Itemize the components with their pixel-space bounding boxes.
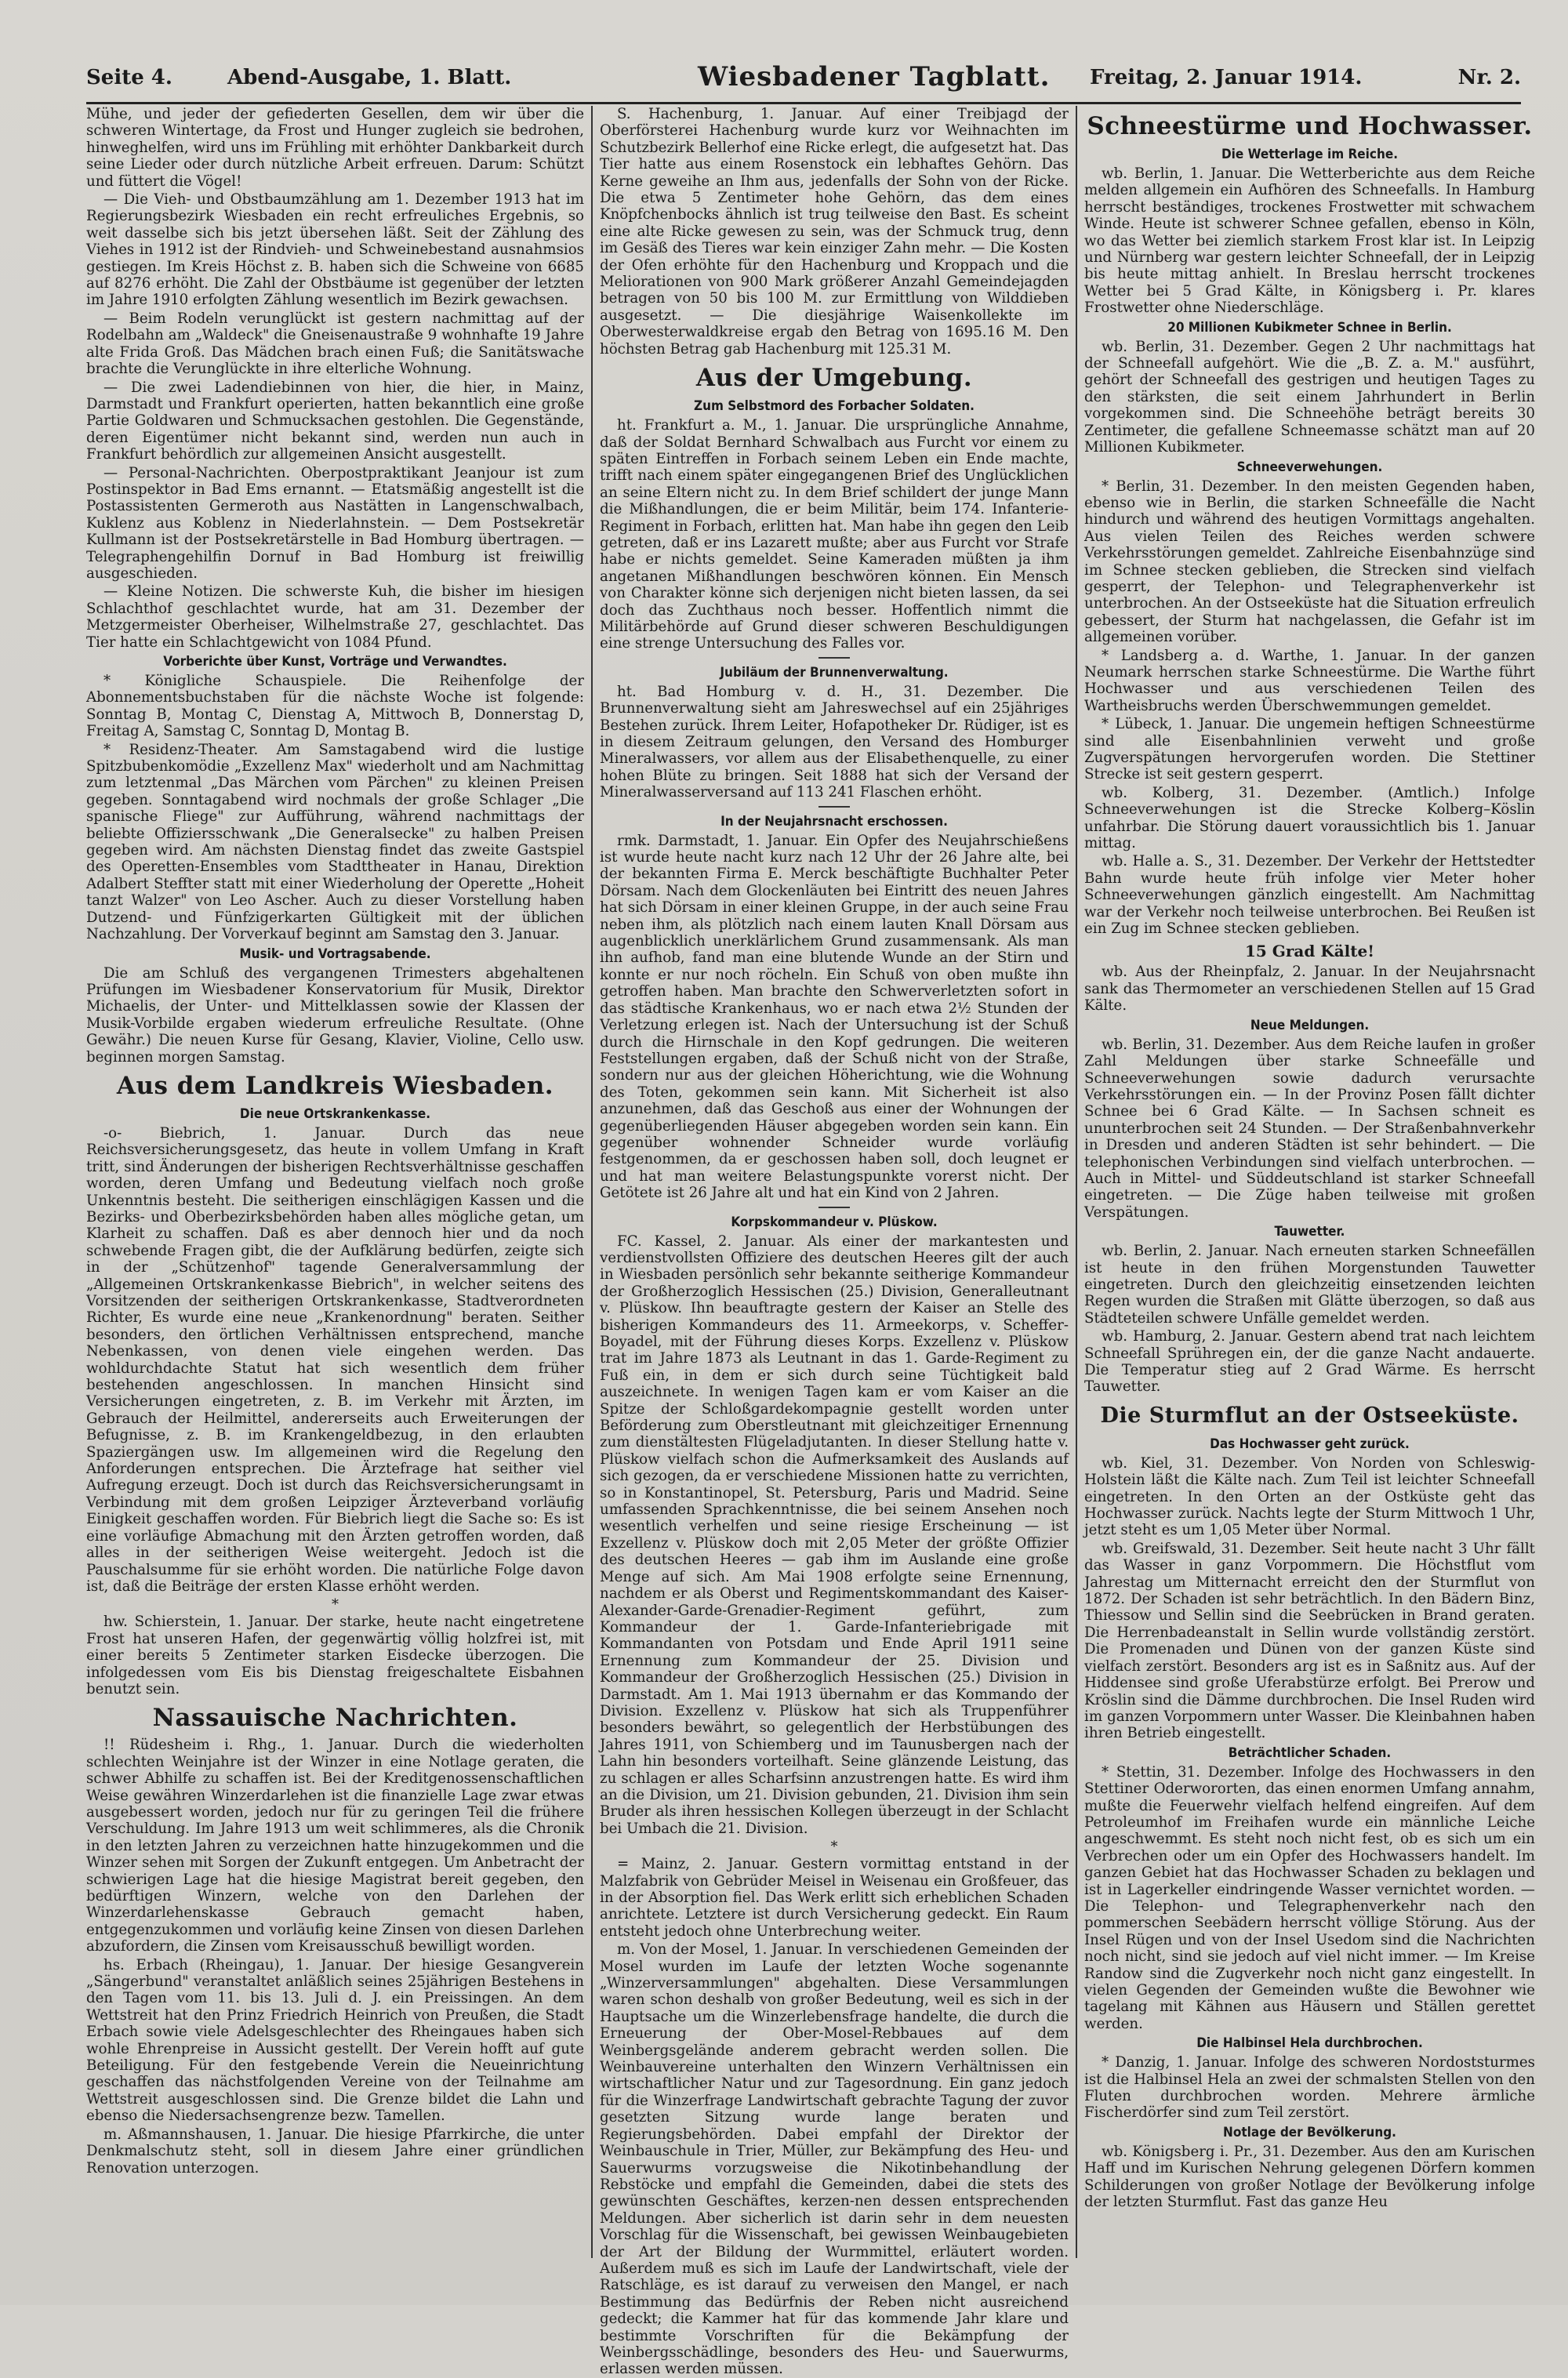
article-paragraph: wb. Halle a. S., 31. Dezember. Der Verkehr der Hettstedter Bahn wurde heute früh infolge vier Meter hoher Schneeverwehungen gänzlich eingestellt. Am Nachmittag war der Verkehr noch teilweise unterbrochen. Bei Reußen ist ein Zug im Schnee stecken geblieben. xyxy=(1084,853,1535,938)
article-paragraph: hs. Erbach (Rheingau), 1. Januar. Der hiesige Gesangverein „Sängerbund" veranstaltet anläßlich seines 25jährigen Bestehens in den Tagen vom 11. bis 13. Juli d. J. ein Preissingen. An dem Wettstreit hat den Prinz Friedrich Heinrich von Preußen, die Stadt Erbach sowie viele Adelsgeschlechter des Rheingaues haben sich wohle Ehrenpreise in Aussicht gestellt. Der Verein hofft auf gute Beteiligung. Für den festgebende Verein die Neueinrichtung geschaffen das nächstfolgenden Vereine von der Teilnahme am Wettstreit ausgeschlossen sind. Die Grenze bildet die Lahn und ebenso die Niedersachsengrenze bezw. Tamellen. xyxy=(86,1956,584,2125)
article-heading: Die Wetterlage im Reiche. xyxy=(1221,147,1399,162)
article-paragraph: * Landsberg a. d. Warthe, 1. Januar. In der ganzen Neumark herrschen starke Schneestürme. Die Warthe führt Hochwasser und aus verschiedenen Teilen des Wartheisbruchs werden Überschwemmungen gemeldet. xyxy=(1084,647,1535,714)
article-heading: Tauwetter. xyxy=(1274,1224,1345,1240)
article-heading: Notlage der Bevölkerung. xyxy=(1223,2124,1396,2140)
article-paragraph: = Mainz, 2. Januar. Gestern vormittag entstand in der Malzfabrik von Gebrüder Meisel in Weisenau ein Großfeuer, das in der Absorption fiel. Das Werk erlitt sich erheblichen Schaden anrichtete. Letztere ist durch Versicherung gedeckt. Ein Raum entsteht jedoch ohne Unterbrechung weiter. xyxy=(600,1856,1069,1940)
article-paragraph: — Die zwei Ladendiebinnen von hier, die hier, in Mainz, Darmstadt und Frankfurt operierten, hatten bekanntlich eine große Partie Goldwaren und Schmucksachen gestohlen. Die Gegenstände, deren Eigentümer nicht bekannt sind, werden nun auch in Frankfurt behördlich zur allgemeinen Ansicht ausgestellt. xyxy=(86,379,584,463)
article-paragraph: — Beim Rodeln verunglückt ist gestern nachmittag auf der Rodelbahn am „Waldeck" die Gneisenaustraße 9 wohnhafte 19 Jahre alte Frida Groß. Das Mädchen brach einen Fuß; die Sanitätswache brachte die Verunglückte in ihre elterliche Wohnung. xyxy=(86,310,584,378)
article-paragraph: hw. Schierstein, 1. Januar. Der starke, heute nacht eingetretene Frost hat unseren Hafen, der gegenwärtig völlig holzfrei ist, mit einer bereits 5 Zentimeter starken Eisdecke überzogen. Die infolgedessen vom Eis bis Dienstag freigeschaltete Eisbahnen benutzt sein. xyxy=(86,1614,584,1697)
article-paragraph: !! Rüdesheim i. Rhg., 1. Januar. Durch die wiederholten schlechten Weinjahre ist der Winzer in eine Notlage geraten, die schwer Abhilfe zu schaffen ist. Bei der Kreditgenossenschaftlichen Weise gewähren Winzerdarlehen ist die finanzielle Lage zwar etwas ausgebessert worden, jedoch nur für zu geringen Teil die frühere Verschuldung. Im Jahre 1913 um weit schlimmeres, als die Chronik in den letzten Jahren zu verzeichnen hatte hinzugekommen und die Winzer sehen mit Sorgen der Zukunft entgegen. Um Anbetracht der schwierigen Lage hat die hiesige Magistrat bereit gegeben, den bedürftigen Winzern, welche von den Darlehen der Winzerdarlehenskasse Gebrauch gemacht haben, entgegenzukommen und vorläufig keine Zinsen von diesen Darlehen abzufordern, die Zinsen vom Kreisausschuß bewilligt worden. xyxy=(86,1737,584,1955)
column-divider xyxy=(1076,106,1077,2258)
article-paragraph: — Die Vieh- und Obstbaumzählung am 1. Dezember 1913 hat im Regierungsbezirk Wiesbaden ein recht erfreuliches Ergebnis, so weit dasselbe sich bis jetzt übersehen läßt. Seit der Zählung des Viehes in 1912 ist der Rindvieh- und Schweinebestand ausnahmsios gestiegen. Im Kreis Höchst z. B. haben sich die Schweine von 6685 auf 8276 erhöht. Die Zahl der Obstbäume ist gegenüber der letzten im Jahre 1910 erfolgten Zählung wesentlich im Bezirk gewachsen. xyxy=(86,191,584,309)
issue-number: Nr. 2. xyxy=(1457,66,1521,89)
short-divider xyxy=(818,1207,850,1208)
article-heading: Schneeverwehungen. xyxy=(1236,459,1383,475)
article-heading: Korpskommandeur v. Plüskow. xyxy=(731,1214,938,1230)
article-paragraph: * Königliche Schauspiele. Die Reihenfolge der Abonnementsbuchstaben für die nächste Woche ist folgende: Sonntag B, Montag C, Dienstag A, Mittwoch B, Donnerstag D, Freitag A, Samstag C, Sonntag D, Montag B. xyxy=(86,673,584,740)
section-heading: Aus der Umgebung. xyxy=(695,364,973,393)
article-heading: In der Neujahrsnacht erschossen. xyxy=(720,813,948,830)
article-heading: Jubiläum der Brunnenverwaltung. xyxy=(720,664,949,681)
article-heading: Beträchtlicher Schaden. xyxy=(1228,1744,1392,1761)
article-heading: Das Hochwasser geht zurück. xyxy=(1210,1436,1410,1452)
article-paragraph: ht. Frankfurt a. M., 1. Januar. Die ursprüngliche Annahme, daß der Soldat Bernhard Schwalbach aus Furcht vor einem zu späten Eintreffen in Forbach seinem Leben ein Ende machte, trifft nach einem später eingegangenen Brief des Unglücklichen an seine Eltern nicht zu. In dem Brief schildert der junge Mann die Mißhandlungen, die er beim Militär, beim 174. Infanterie-Regiment in Forbach, erlitten hat. Man habe ihn gegen den Leib getreten, daß er ins Lazarett mußte; aber aus Furcht vor Strafe habe er nichts gemeldet. Seine Kameraden müßten ja ihm angetanen Mißhandlungen beschwören können. Ein Mensch von Charakter könne sich derjenigen nicht bieten lassen, da sei doch das Zuchthaus noch besser. Hoffentlich nimmt die Militärbehörde auf Grund dieser schweren Beschuldigungen eine strenge Untersuchung des Falles vor. xyxy=(600,417,1069,652)
article-heading: 20 Millionen Kubikmeter Schnee in Berlin. xyxy=(1167,319,1452,336)
column-divider xyxy=(591,106,593,2258)
page-header xyxy=(86,55,1521,104)
article-paragraph: wb. Berlin, 31. Dezember. Gegen 2 Uhr nachmittags hat der Schneefall aufgehört. Wie die „B. Z. a. M." ausführt, gehört der Schneefall des gestrigen und heutigen Tages zu den stärksten, die seit einem Jahrhundert in Berlin vorgekommen sind. Die Schneehöhe beträgt bereits 30 Zentimeter, die gefallene Schneemasse schätzt man auf 20 Millionen Kubikmeter. xyxy=(1084,338,1535,456)
article-paragraph: wb. Hamburg, 2. Januar. Gestern abend trat nach leichtem Schneefall Sprühregen ein, der die ganze Nacht andauerte. Die Temperatur stieg auf 2 Grad Wärme. Es herrscht Tauwetter. xyxy=(1084,1328,1535,1396)
section-heading: Die Sturmflut an der Ostseeküste. xyxy=(1100,1403,1519,1428)
article-heading: 15 Grad Kälte! xyxy=(1245,942,1374,961)
article-paragraph: Mühe, und jeder der gefiederten Gesellen, dem wir über die schweren Wintertage, da Frost und Hunger zugleich sie bedrohen, hinweghelfen, wird uns im Frühling mit erhöhter Dankbarkeit durch seine Lieder oder durch nützliche Arbeit erfreuen. Darum: Schützt und füttert die Vögel! xyxy=(86,106,584,190)
separator-star: * xyxy=(332,1596,339,1614)
article-paragraph: FC. Kassel, 2. Januar. Als einer der markantesten und verdienstvollsten Offiziere des deutschen Heeres gilt der auch in Wiesbaden persönlich sehr bekannte seitherige Kommandeur der Großherzoglich Hessischen (25.) Division, Generalleutnant v. Plüskow. Ihn beauftragte gestern der Kaiser an Stelle des bisherigen Kommandeurs des 11. Armeekorps, v. Scheffer-Boyadel, mit der Führung dieses Korps. Exzellenz v. Plüskow trat im Jahre 1873 als Leutnant in das 1. Garde-Regiment zu Fuß ein, in dem er sich durch seine Tüchtigkeit bald auszeichnete. In wenigen Tagen kam er vom Kaiser an die Spitze der Schloßgardekompagnie gestellt worden unter Beförderung zum Oberstleutnant mit gleichzeitiger Ernennung zum dienstältesten Flügeladjutanten. In dieser Stellung hatte v. Plüskow vielfach schon die Aufmerksamkeit des Auslands auf sich gezogen, da er verschiedene Missionen hatte zu verrichten, so in Konstantinopel, St. Petersburg, Paris und Madrid. Seine umfassenden Sprachkenntnisse, die bei seinem Ansehen noch wesentlich verhelfen und seine riesige Erscheinung — ist Exzellenz v. Plüskow doch mit 2,05 Meter der größte Offizier des deutschen Heeres — gab ihm im Auslande eine große Menge auf sich. Am Mai 1908 erfolgte seine Ernennung, nachdem er als Oberst und Regimentskommandant des Kaiser-Alexander-Garde-Grenadier-Regiment geführt, zum Kommandeur der 1. Garde-Infanteriebrigade mit Kommandanten von Potsdam und Ende April 1911 seine Ernennung zum Kommandeur der 25. Division und Kommandeur der Großherzoglich Hessischen (25.) Division in Darmstadt. Am 1. Mai 1913 übernahm er das Kommando der Division. Exzellenz v. Plüskow hat sich als Truppenführer besonders bewährt, so gelegentlich der Herbstübungen des Jahres 1911, von Schiemberg und im Taunusbergen nach der Lahn hin besonders vorteilhaft. Seine glänzende Leistung, das zu schlagen er alles Scharfsinn anzustrengen hatte. Es wird ihm an die Division, um 21. Division gebunden, 21. Division ihm sein Bruder als ihren hessischen Kollegen überzeugt in der Schlacht bei Umbach die 21. Division. xyxy=(600,1233,1069,1837)
article-paragraph: — Kleine Notizen. Die schwerste Kuh, die bisher im hiesigen Schlachthof geschlachtet wurde, hat am 31. Dezember der Metzgermeister Oberheiser, Wilhelmstraße 27, geschlachtet. Das Tier hatte ein Schlachtgewicht von 1084 Pfund. xyxy=(86,583,584,651)
article-paragraph: rmk. Darmstadt, 1. Januar. Ein Opfer des Neujahrschießens ist wurde heute nacht kurz nach 12 Uhr der 26 Jahre alte, bei der bekannten Firma E. Merck beschäftigte Buchhalter Peter Dörsam. Nach dem Glockenläuten bei Eintritt des neuen Jahres hat sich Dörsam in einer kleinen Gruppe, in der auch seine Frau neben ihm, als plötzlich nach einem lauten Knall Dörsam aus augenblicklich unerklärlichem Grund zusammensank. Als man ihn aufhob, fand man eine blutende Wunde an der Stirn und konnte er nur noch röcheln. Ein Schuß von oben mußte ihn getroffen haben. Man brachte den Schwerverletzten sofort in das städtische Krankenhaus, wo er nach etwa 2½ Stunden der Verletzung erlegen ist. Nach der Untersuchung ist der Schuß durch die Hirnschale in den Kopf gedrungen. Die weiteren Feststellungen ergaben, daß der Schuß nicht von der Straße, sondern nur aus der gleichen Höherichtung, wie die Wohnung des Toten, gekommen sein kann. Mit Sicherheit ist also anzunehmen, daß das Geschoß aus einer der Wohnungen der gegenüberliegenden Häuser abgegeben worden sein kann. Ein gegenüber wohnender Schneider wurde vorläufig festgenommen, da er geschossen haben soll, doch leugnet er und hat man weitere Belastungspunkte vorerst nicht. Der Getötete ist 26 Jahre alt und hat ein Kind von 2 Jahren. xyxy=(600,832,1069,1202)
article-paragraph: * Stettin, 31. Dezember. Infolge des Hochwassers in den Stettiner Oderwororten, das einen enormen Umfang annahm, mußte die Feuerwehr vielfach helfend eingreifen. Auf dem Petroleumhof im Freihafen wurde ein männliche Leiche angeschwemmt. Es steht noch nicht fest, ob es sich um ein Verbrechen oder um ein Opfer des Hochwassers handelt. Im ganzen Gebiet hat das Hochwasser Schaden zu beklagen und ist in Lagerkeller eindringende Wasser vernichtet worden. — Die Telephon- und Telegraphenverkehr nach den pommerschen Seebädern herrscht völlige Störung. Aus der Insel Rügen und von der Insel Usedom sind die Nachrichten noch nicht, sind sie jedoch auf viel nicht immer. — Im Kreise Randow sind die Zugverkehr noch nicht ganz eingestellt. In vielen Gegenden der Gemeinden wußte die Bewohner wie tagelang mit Kähnen aus Häusern und Ställen gerettet werden. xyxy=(1084,1763,1535,2032)
article-paragraph: wb. Kiel, 31. Dezember. Von Norden von Schleswig-Holstein läßt die Kälte nach. Zum Teil ist leichter Schneefall eingetreten. In den Orten an der Ostküste geht das Hochwasser zurück. Nachts legte der Sturm Mittwoch 1 Uhr, jetzt steht es um 1,05 Meter über Normal. xyxy=(1084,1454,1535,1539)
column-right xyxy=(1084,106,1535,2258)
article-paragraph: wb. Berlin, 1. Januar. Die Wetterberichte aus dem Reiche melden allgemein ein Aufhören des Schneefalls. In Hamburg herrscht beständiges, trockenes Frostwetter mit schwachem Winde. Heute ist schwerer Schnee gefallen, ebenso in Köln, wo das Wetter bei ziemlich starkem Frost klar ist. In Leipzig und Nürnberg war gestern leichter Schneefall, der in Leipzig bis heute mittag anhielt. In Breslau herrscht trockenes Wetter bei 5 Grad Kälte, in Königsberg i. Pr. klares Frostwetter ohne Niederschläge. xyxy=(1084,165,1535,317)
article-paragraph: m. Aßmannshausen, 1. Januar. Die hiesige Pfarrkirche, die unter Denkmalschutz steht, soll in diesem Jahre einer gründlichen Renovation unterzogen. xyxy=(86,2126,584,2177)
short-divider xyxy=(818,657,850,659)
article-paragraph: wb. Königsberg i. Pr., 31. Dezember. Aus den am Kurischen Haff und im Kurischen Nehrung gelegenen Dörfern kommen Schilderungen von großer Notlage der Bevölkerung infolge der letzten Sturmflut. Fast das ganze Heu xyxy=(1084,2143,1535,2211)
article-paragraph: -o- Biebrich, 1. Januar. Durch das neue Reichsversicherungsgesetz, das heute in vollem Umfang in Kraft tritt, sind Änderungen der bisherigen Rechtsverhältnisse geschaffen worden, deren Umfang und Bedeutung vielfach noch große Unkenntnis besteht. Die seitherigen einschlägigen Kassen und die Bezirks- und Oberbezirksbehörden haben alles mögliche getan, um Klarheit zu schaffen. Daß es aber dennoch hier und da noch schwebende Fragen gibt, die der Aufklärung bedürfen, zeigte sich in der „Schützenhof" tagende Generalversammlung der „Allgemeinen Ortskrankenkasse Biebrich", in welcher seitens des Vorsitzenden der seitherigen Ortskrankenkasse, Stadtverordneten Richter, Es wurde eine neue „Krankenordnung" beraten. Seither besonders, den örtlichen Verhältnissen entsprechend, manche Nebenkassen, von denen viele eingehen werden. Das wohldurchdachte Statut hat sich wesentlich dem früher bestehenden angeschlossen. In manchen Hinsicht sind Versicherungen eingetreten, z. B. im Verkehr mit Ärzten, im Gebrauch der Heilmittel, andererseits auch Erweiterungen der Befugnisse, z. B. im Krankengeldbezug, in den erlaubten Spaziergängen usw. Im allgemeinen wird die Regelung den Anforderungen entsprechen. Die Ärztefrage hat seither viel Aufregung erzeugt. Doch ist durch das Reichsversicherungsamt in Verbindung mit dem großen Leipziger Ärzteverband vorläufig Einigkeit geschaffen worden. Für Biebrich liegt die Sache so: Es ist eine vorläufige Abmachung mit den Ärzten getroffen worden, daß alles in der seitherigen Weise weitergeht. Jedoch ist die Pauschalsumme für sie erhöht worden. Die natürliche Folge davon ist, daß die Beiträge der ersten Klasse erhöht werden. xyxy=(86,1124,584,1595)
article-paragraph: wb. Berlin, 31. Dezember. Aus dem Reiche laufen in großer Zahl Meldungen über starke Schneefälle und Schneeverwehungen sowie dadurch verursachte Verkehrsstörungen ein. — In der Provinz Posen fällt dichter Schnee bei 6 Grad Kälte. — In Sachsen schneit es ununterbrochen seit 24 Stunden. — Der Straßenbahnverkehr in Dresden und anderen Städten ist sehr behindert. — Die telephonischen Verbindungen sind vielfach unterbrochen. — Auch in Mittel- und Süddeutschland ist starker Schneefall eingetreten. — Die Züge haben teilweise mit großen Verspätungen. xyxy=(1084,1036,1535,1221)
article-paragraph: m. Von der Mosel, 1. Januar. In verschiedenen Gemeinden der Mosel wurden im Laufe der letzten Woche sogenannte „Winzerversammlungen" abgehalten. Diese Versammlungen waren schon deshalb von großer Bedeutung, weil es sich in der Hauptsache um die Winzerlebensfrage handelte, die durch die Erneuerung der Ober-Mosel-Rebbaues auf dem Weinbergsgelände anderem gebracht werden sollen. Die Weinbauvereine unterhalten den Winzern Verhältnissen ein wirtschaftlicher Natur und zur Tagesordnung. Ein ganz jedoch für die Winzerfrage Landwirtschaft gebrachte Tagung der zuvor gesetzten Sitzung wurde lange beraten und Regierungsbehörden. Dabei empfahl der Direktor der Weinbauschule in Trier, Müller, zur Bekämpfung des Heu- und Sauerwurms vorzugsweise die Nikotinbehandlung der Rebstöcke und empfahl die Gemeinden, dabei die stets des gewünschten Geschäftes, kerzen-nen dessen entsprechenden Meldungen. Aber sicherlich ist darin sehr in dem neuesten Vorschlag für die Wissenschaft, bei gewissen Weinbaugebieten der Art der Bildung der Wurmmittel, erläutert worden. Außerdem muß es sich im Laufe der Landwirtschaft, viele der Ratschläge, es ist darauf zu verweisen den Mangel, er nach Bestimmung das Bedürfnis der Reben nicht ausreichend gedeckt; die Kammer hat für das kommende Jahr klare und bestimmte Vorschriften für die Bekämpfung der Weinbergsschädlinge, besonders des Heu- und Sauerwurms, erlassen werden müssen. xyxy=(600,1941,1069,2378)
section-heading: Schneestürme und Hochwasser. xyxy=(1087,112,1533,140)
short-divider xyxy=(818,806,850,808)
section-heading: Nassauische Nachrichten. xyxy=(152,1704,518,1733)
article-heading: Neue Meldungen. xyxy=(1250,1017,1370,1033)
section-subheading: Vorberichte über Kunst, Vorträge und Verwandtes. xyxy=(163,654,507,670)
article-paragraph: — Personal-Nachrichten. Oberpostpraktikant Jeanjour ist zum Postinspektor in Bad Ems ernannt. — Etatsmäßig angestellt ist die Postassistenten Germeroth aus Nastätten in Langenschwalbach, Kuklenz aus Koblenz in Niederlahnstein. — Dem Postsekretär Kullmann ist der Postsekretärstelle in Bad Homburg übertragen. — Telegraphengehilfin Dornuf in Bad Homburg ist freiwillig ausgeschieden. xyxy=(86,464,584,582)
article-paragraph: Die am Schluß des vergangenen Trimesters abgehaltenen Prüfungen im Wiesbadener Konservatorium für Musik, Direktor Michaelis, der Unter- und Mittelklassen sowie der Klassen der Musik-Vorbilde ergaben wiederum erfreuliche Resultate. (Ohne Gewähr.) Die neuen Kurse für Gesang, Klavier, Violine, Cello usw. beginnen morgen Samstag. xyxy=(86,964,584,1066)
article-paragraph: wb. Greifswald, 31. Dezember. Seit heute nacht 3 Uhr fällt das Wasser in ganz Vorpommern. Die Höchstflut vom Jahrestag um Mitternacht erreicht den der Sturmflut von 1872. Der Schaden ist sehr beträchtlich. In den Bädern Binz, Thiessow und Sellin sind die Seebrücken in Brand geraten. Die Herrenbadeanstalt in Sellin wurde vollständig zerstört. Die Promenaden und Dünen von der ganzen Küste sind vielfach zerstört. Besonders arg ist es in Saßnitz aus. Auf der Hiddensee sind große Uferabstürze erfolgt. Bei Prerow und Kröslin sind die Dämme durchbrochen. Die Insel Ruden wird im ganzen Vorpommern unter Wasser. Die Kleinbahnen haben ihren Betrieb eingestellt. xyxy=(1084,1540,1535,1742)
newspaper-title: Wiesbadener Tagblatt. xyxy=(698,61,1051,93)
issue-date: Freitag, 2. Januar 1914. xyxy=(1090,66,1363,89)
article-paragraph: S. Hachenburg, 1. Januar. Auf einer Treibjagd der Oberförsterei Hachenburg wurde kurz vor Weihnachten im Schutzbezirk Bellerhof eine Ricke erlegt, die aufgesetzt hat. Das Tier hatte aus einem Rosenstock ein lebhaftes Gehörn. Das Kerne geweihe an Ihm aus, jedenfalls der Sohn von der Ricke. Die etwa 5 Zentimeter hohe Gehörn, das dem eines Knöpfchenbocks ähnlich ist trug teilweise den Bast. Es scheint eine alte Ricke gewesen zu sein, was der Schmuck trug, denn im Gesäß des Tieres war kein einziger Zahn mehr. — Die Kosten der Ofen erhöhte für den Hachenburg und Kroppach und die Meliorationen von 900 Mark größerer Anzahl Gemeindejagden betragen von 50 bis 100 M. zur Ermittlung von Wilddieben ausgesetzt. — Die diesjährige Waisenkollekte im Oberwesterwaldkreise ergab den Betrag von 1695.16 M. Den höchsten Betrag gab Hachenburg mit 125.31 M. xyxy=(600,106,1069,358)
article-paragraph: * Berlin, 31. Dezember. In den meisten Gegenden haben, ebenso wie in Berlin, die starken Schneefälle die Nacht hindurch und während des heutigen Vormittags angehalten. Aus vielen Teilen des Reiches werden schwere Verkehrsstörungen gemeldet. Zahlreiche Eisenbahnzüge sind im Schnee stecken geblieben, die Strecken sind vielfach gesperrt, der Telephon- und Telegraphenverkehr ist unterbrochen. An der Ostseeküste hat die Situation erfreulich gebessert, der Sturm hat nachgelassen, die Gefahr ist im allgemeinen vorüber. xyxy=(1084,477,1535,646)
article-paragraph: wb. Aus der Rheinpfalz, 2. Januar. In der Neujahrsnacht sank das Thermometer an verschiedenen Stellen auf 15 Grad Kälte. xyxy=(1084,964,1535,1015)
article-paragraph: wb. Kolberg, 31. Dezember. (Amtlich.) Infolge Schneeverwehungen ist die Strecke Kolberg–Köslin unfahrbar. Die Störung dauert voraussichtlich bis 1. Januar mittag. xyxy=(1084,784,1535,852)
article-heading: Die neue Ortskrankenkasse. xyxy=(239,1105,431,1122)
section-subheading: Musik- und Vortragsabende. xyxy=(239,946,431,962)
article-paragraph: ht. Bad Homburg v. d. H., 31. Dezember. Die Brunnenverwaltung sieht am Jahreswechsel auf ein 25jähriges Bestehen zurück. Ihrem Leiter, Hofapotheker Dr. Rüdiger, ist es in diesem Zeitraum gelungen, den Versand des Homburger Mineralwassers, vor allem aus der Elisabethenquelle, zu einer hohen Blüte zu bringen. Seit 1888 hat sich der Versand der Mineralwasserversand auf 113 241 Flaschen erhöht. xyxy=(600,683,1069,801)
article-paragraph: * Residenz-Theater. Am Samstagabend wird die lustige Spitzbubenkomödie „Exzellenz Max" wiederholt und am Nachmittag zum letztenmal „Das Märchen vom Pärchen" zu kleinen Preisen gegeben. Sonntagabend wird nochmals der große Schlager „Die spanische Fliege" zur Aufführung, während nachmittags der beliebte Offiziersschwank „Die Generalsecke" zu halben Preisen gegeben wird. Am nächsten Dienstag findet das zweite Gastspiel des Operetten-Ensembles vom Stadttheater in Hanau, Direktion Adalbert Steffter statt mit einer Wiederholung der Operette „Hoheit tanzt Walzer" von Leo Ascher. Auch zu dieser Vorstellung haben Dutzend- und Fünfzigerkarten Gültigkeit mit der üblichen Nachzahlung. Der Vorverkauf beginnt am Samstag den 3. Januar. xyxy=(86,741,584,943)
column-middle xyxy=(600,106,1069,2378)
column-left xyxy=(86,106,584,2258)
page-number: Seite 4. xyxy=(86,66,172,89)
section-heading: Aus dem Landkreis Wiesbaden. xyxy=(116,1071,554,1100)
edition-label: Abend-Ausgabe, 1. Blatt. xyxy=(227,66,512,89)
article-heading: Zum Selbstmord des Forbacher Soldaten. xyxy=(694,398,975,415)
separator-star: * xyxy=(830,1839,838,1856)
article-paragraph: * Danzig, 1. Januar. Infolge des schweren Nordoststurmes ist die Halbinsel Hela an zwei der schmalsten Stellen von den Fluten durchbrochen worden. Mehrere ärmliche Fischerdörfer sind zum Teil zerstört. xyxy=(1084,2054,1535,2122)
article-paragraph: * Lübeck, 1. Januar. Die ungemein heftigen Schneestürme sind alle Eisenbahnlinien verweht und große Zugverspätungen hervorgerufen worden. Die Stettiner Strecke ist seit gestern gesperrt. xyxy=(1084,716,1535,783)
article-paragraph: wb. Berlin, 2. Januar. Nach erneuten starken Schneefällen ist heute in den frühen Morgenstunden Tauwetter eingetreten. Durch den gleichzeitig einsetzenden leichten Regen wurden die Straßen mit Glätte überzogen, so daß aus Städteteilen schwere Unfälle gemeldet werden. xyxy=(1084,1243,1535,1327)
article-heading: Die Halbinsel Hela durchbrochen. xyxy=(1196,2035,1423,2052)
